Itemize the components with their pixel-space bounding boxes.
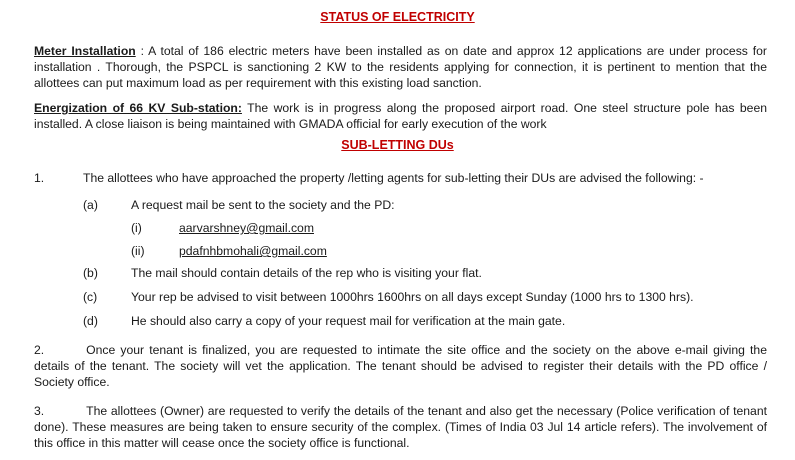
meter-installation-lead: Meter Installation xyxy=(34,44,136,58)
item-1-text: The allottees who have approached the property /letting agents for sub-letting their DUs are advised the following: - xyxy=(83,171,704,185)
sub-item-a-label: (a) xyxy=(83,198,98,212)
sub-item-b-label: (b) xyxy=(83,266,98,280)
item-2-number: 2. xyxy=(34,343,45,357)
list-item-2 xyxy=(34,342,767,390)
email-ii-label: (ii) xyxy=(131,244,145,258)
email-i-label: (i) xyxy=(131,221,142,235)
sub-item-c-text: Your rep be advised to visit between 1000hrs 1600hrs on all days except Sunday (1000 hrs to 1300 hrs). xyxy=(131,290,694,304)
subletting-heading: SUB-LETTING DUs xyxy=(341,138,454,152)
item-3-number: 3. xyxy=(34,404,45,418)
email-link-pdafnhbmohali[interactable]: pdafnhbmohali@gmail.com xyxy=(179,244,327,258)
energization-paragraph xyxy=(34,100,767,132)
meter-installation-text: : A total of 186 electric meters have been installed as on date and approx 12 applications are under process for installation . Thorough, the PSPCL is sanctioning 2 KW to the residents applying for connection, it is pertinent to mention that the allottees can put maximum load as per requirement with this existing load sanction. xyxy=(34,44,767,90)
electricity-heading: STATUS OF ELECTRICITY xyxy=(320,10,475,24)
item-2-text: Once your tenant is finalized, you are requested to intimate the site office and the society on the above e-mail giving the details of the tenant. The society will vet the application. The tenant should be advised to register their details with the PD office / Society office. xyxy=(34,343,767,389)
email-link-aarvarshney[interactable]: aarvarshney@gmail.com xyxy=(179,221,314,235)
energization-lead: Energization of 66 KV Sub-station: xyxy=(34,101,242,115)
item-3-text: The allottees (Owner) are requested to verify the details of the tenant and also get the necessary (Police verification of tenant done). These measures are being taken to ensure security of the complex. (Times of India 03 Jul 14 article refers). The involvement of this office in this matter will cease once the society office is functional. xyxy=(34,404,767,450)
sub-item-d-text: He should also carry a copy of your request mail for verification at the main gate. xyxy=(131,314,566,328)
sub-item-c-label: (c) xyxy=(83,290,98,304)
sub-item-b-text: The mail should contain details of the rep who is visiting your flat. xyxy=(131,266,482,280)
energization-text: The work is in progress along the proposed airport road. One steel structure pole has been installed. A close liaison is being maintained with GMADA official for early execution of the work xyxy=(34,101,768,131)
sub-item-a-text: A request mail be sent to the society and the PD: xyxy=(131,198,395,212)
list-item-3 xyxy=(34,403,767,451)
sub-item-d-label: (d) xyxy=(83,314,98,328)
item-1-number: 1. xyxy=(34,171,45,185)
meter-installation-paragraph xyxy=(34,43,767,91)
